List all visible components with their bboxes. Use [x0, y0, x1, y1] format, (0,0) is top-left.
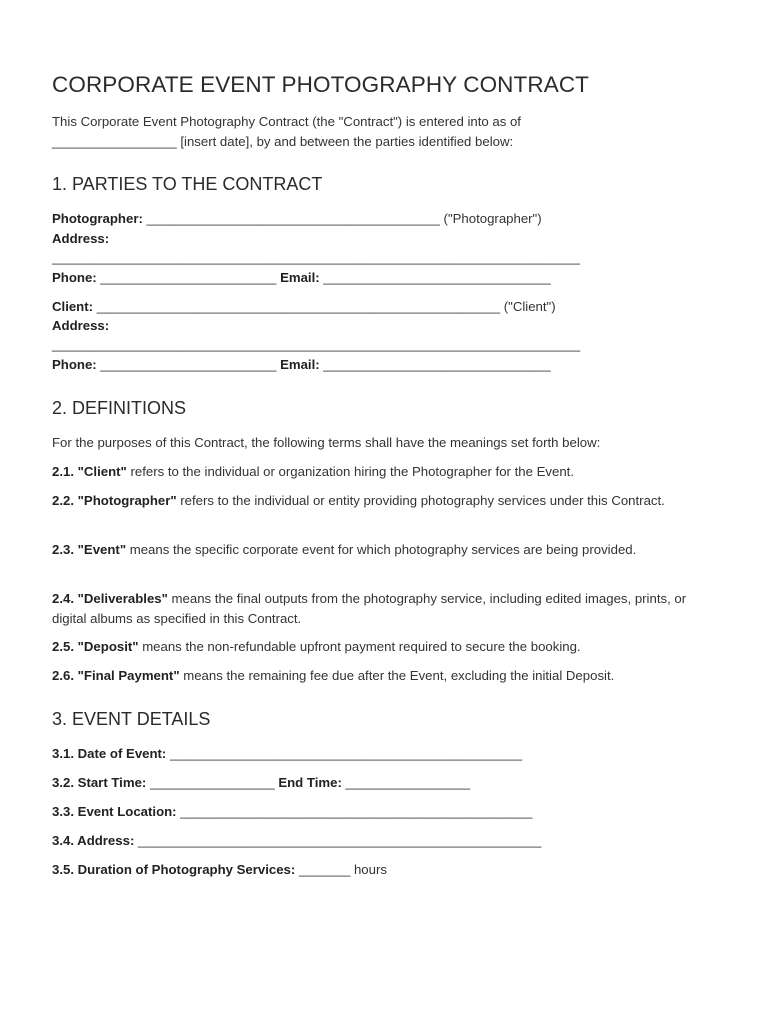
- event-location-line: [52, 802, 532, 822]
- photographer-email-field[interactable]: _______________________________: [319, 270, 551, 285]
- duration-label: 3.5. Duration of Photography Services:: [52, 862, 296, 877]
- client-email-field[interactable]: _______________________________: [319, 357, 551, 372]
- definition-term: 2.6. "Final Payment": [52, 668, 180, 683]
- client-address-label: Address:: [52, 318, 110, 333]
- intro-paragraph: [52, 112, 521, 152]
- section-3-heading: 3. EVENT DETAILS: [52, 709, 211, 729]
- definition-item: [52, 637, 717, 657]
- photographer-phone-label: Phone:: [52, 270, 97, 285]
- definition-text: refers to the individual or entity providing photography services under this Contract.: [176, 493, 665, 508]
- end-time-field[interactable]: _________________: [341, 775, 471, 790]
- start-time-label: 3.2. Start Time:: [52, 775, 147, 790]
- event-date-field[interactable]: ________________________________________________: [166, 746, 523, 761]
- event-address-line: [52, 831, 541, 851]
- definition-text: means the specific corporate event for which photography services are being provided.: [126, 542, 637, 557]
- definition-text: means the remaining fee due after the Event, excluding the initial Deposit.: [179, 668, 615, 683]
- photographer-address-label-line: [52, 229, 109, 249]
- client-phone-field[interactable]: ________________________: [96, 357, 281, 372]
- client-contact-line: [52, 355, 551, 375]
- client-address-field[interactable]: ________________________________________________________________________: [52, 337, 581, 352]
- section-2-heading: 2. DEFINITIONS: [52, 398, 187, 418]
- event-location-label: 3.3. Event Location:: [52, 804, 177, 819]
- event-location-field[interactable]: ________________________________________________: [176, 804, 533, 819]
- photographer-address-label: Address:: [52, 231, 110, 246]
- client-label: Client:: [52, 299, 94, 314]
- definition-item: [52, 589, 717, 628]
- client-name-field[interactable]: _______________________________________________________ ("Client"): [93, 299, 556, 314]
- end-time-label: End Time:: [278, 775, 342, 790]
- event-date-line: [52, 744, 522, 764]
- definition-term: 2.1. "Client": [52, 464, 127, 479]
- client-line: [52, 297, 556, 317]
- photographer-label: Photographer:: [52, 211, 143, 226]
- definition-term: 2.5. "Deposit": [52, 639, 139, 654]
- duration-field[interactable]: _______ hours: [295, 862, 387, 877]
- definition-text: means the non-refundable upfront payment required to secure the booking.: [138, 639, 581, 654]
- definitions-intro: For the purposes of this Contract, the following terms shall have the meanings set forth below:: [52, 435, 601, 450]
- event-address-field[interactable]: _______________________________________________________: [134, 833, 542, 848]
- definition-term: 2.2. "Photographer": [52, 493, 177, 508]
- definition-item: [52, 666, 717, 686]
- event-address-label: 3.4. Address:: [52, 833, 135, 848]
- start-time-field[interactable]: _________________: [146, 775, 279, 790]
- definition-text: refers to the individual or organization hiring the Photographer for the Event.: [126, 464, 574, 479]
- intro-line-2: _________________ [insert date], by and between the parties identified below:: [52, 134, 514, 149]
- event-date-label: 3.1. Date of Event:: [52, 746, 167, 761]
- client-phone-label: Phone:: [52, 357, 97, 372]
- definition-term: 2.4. "Deliverables": [52, 591, 168, 606]
- definition-item: [52, 491, 717, 511]
- photographer-email-label: Email:: [280, 270, 320, 285]
- definition-term: 2.3. "Event": [52, 542, 127, 557]
- definition-item: [52, 462, 717, 482]
- client-email-label: Email:: [280, 357, 320, 372]
- photographer-phone-field[interactable]: ________________________: [96, 270, 281, 285]
- client-address-label-line: [52, 316, 109, 336]
- intro-line-1: This Corporate Event Photography Contract (the "Contract") is entered into as of: [52, 114, 521, 129]
- document-title: CORPORATE EVENT PHOTOGRAPHY CONTRACT: [52, 72, 590, 97]
- section-1-heading: 1. PARTIES TO THE CONTRACT: [52, 174, 323, 194]
- event-time-line: [52, 773, 470, 793]
- definition-text: means the final outputs from the photography service, including edited images, prints, or digital albums as specified in this Contract.: [52, 591, 687, 626]
- definition-item: [52, 540, 717, 560]
- photographer-address-field[interactable]: ________________________________________________________________________: [52, 250, 581, 265]
- photographer-line: [52, 209, 542, 229]
- photographer-contact-line: [52, 268, 551, 288]
- photographer-name-field[interactable]: ________________________________________ ("Photographer"): [142, 211, 542, 226]
- duration-line: [52, 860, 387, 880]
